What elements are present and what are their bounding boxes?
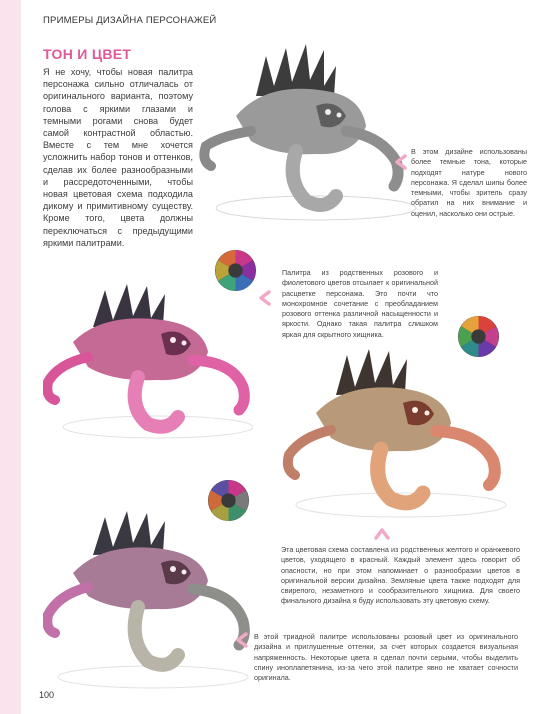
creature-illustration-orange [281,345,517,521]
section-title: ТОН И ЦВЕТ [43,46,132,62]
page-edge-strip [0,0,21,714]
page-number: 100 [39,690,55,700]
running-head: ПРИМЕРЫ ДИЗАЙНА ПЕРСОНАЖЕЙ [43,15,217,26]
creature-illustration-triadic [43,505,253,691]
body-paragraph: Я не хочу, чтобы новая палитра персонажа сильно отличалась от оригинального варианта, поэтому голова с яркими глазами и темными рогами снова будет самой контрастной областью. Вместе с тем мне хочется усложнить набор тонов и оттенков, сделав их более разнообразными и рассредоточенными, чтобы новая цветовая схема подходила дикому и примитивному существу. Кроме того, цвета должны переключаться с предыдущими яркими палитрами. [43,67,193,248]
caption-orange-version: Эта цветовая схема составлена из родственных желтого и оранжевого цветов, уходящего в красный. Каждый элемент здесь говорит об опасности, но при этом напоминает о разнообразии цветов в оригинальной версии дизайна. Земляные цвета также подходят для свирепого, незаметного и сообразительного хищника. Для своего финального дизайна я буду использовать эту цветовую схему. [281,545,520,606]
chevron-left-icon [393,154,409,170]
creature-illustration-grey [196,36,418,222]
color-wheel-icon [215,250,256,291]
caption-pink-version: Палитра из родственных розового и фиолетового цветов отсылает к оригинальной расцветке персонажа. Это почти что монохромное сочетание с преобладанием розового оттенка различной насыщенности и яркости. Однако такая палитра слишком яркая для скрытного хищника. [282,268,438,339]
color-wheel-icon [208,480,249,521]
caption-triadic-version: В этой триадной палитре использованы розовый цвет из оригинального дизайна и приглушенные оттенки, за счет которых создается визуальная напряженность. Некоторые цвета я сделал почти серыми, чтобы выделить спину иноплапетянина, из-за чего этой палитре явно не хватает сочности оригинала. [254,632,518,683]
caption-grey-version: В этом дизайне использованы более темные тона, которые подходят натуре нового персонажа. Я сделал шипы более темными, чтобы зритель сразу обратил на них внимание и оценил, насколько они острые. [411,147,527,218]
chevron-left-icon [234,632,250,648]
chevron-up-icon [374,526,390,542]
color-wheel-icon [458,316,499,357]
chevron-left-icon [257,290,273,306]
creature-illustration-pink [43,282,253,442]
